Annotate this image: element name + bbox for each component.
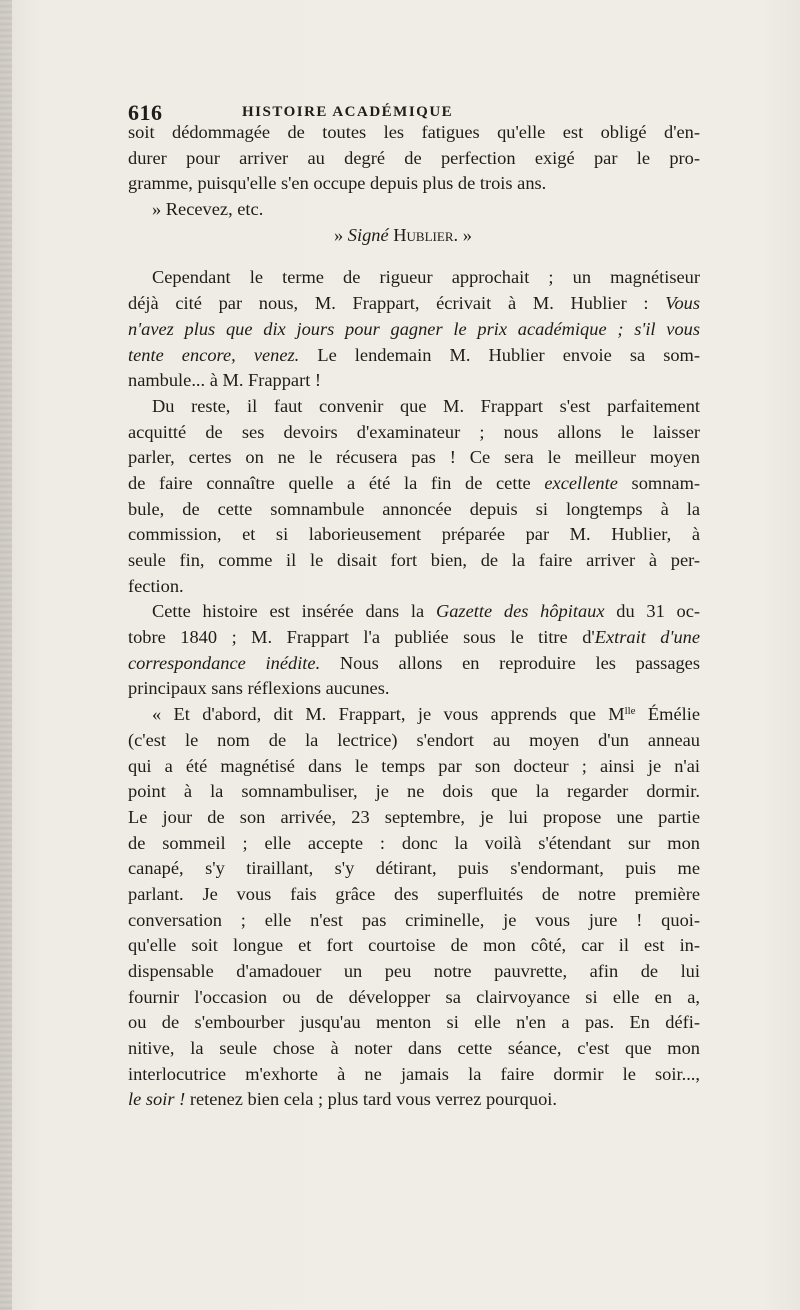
signed-word: Signé xyxy=(347,224,389,245)
text-line: dispensable d'amadouer un peu notre pauvrette, afin de lui xyxy=(128,961,700,981)
text-span: de faire connaître quelle a été la fin de cette xyxy=(128,472,545,493)
quote-mark: » xyxy=(334,224,348,245)
text-span: Nous allons en reproduire les passages xyxy=(320,652,700,673)
text-span: Cette histoire est insérée dans la xyxy=(152,601,436,622)
italic-span: n'avez plus que dix jours pour gagner le prix académique ; s'il vous xyxy=(128,318,700,339)
text-span: Émélie xyxy=(635,704,700,725)
text-line: Le jour de son arrivée, 23 septembre, je lui propose une partie xyxy=(128,806,700,827)
text-line xyxy=(128,291,700,317)
text-span: Le lendemain M. Hublier envoie sa som- xyxy=(299,344,700,365)
text-line: point à la somnambuliser, je ne dois que la regarder dormir. xyxy=(128,781,700,802)
running-head: HISTOIRE ACADÉMIQUE xyxy=(242,104,454,120)
text-line: fection. xyxy=(128,575,184,596)
text-line: fournir l'occasion ou de développer sa clairvoyance si elle en a, xyxy=(128,986,700,1007)
text-line: commission, et si laborieusement préparée par M. Hublier, à xyxy=(128,524,700,545)
italic-span: Gazette des hôpitaux xyxy=(435,601,605,622)
text-line xyxy=(128,1087,700,1113)
text-line: ou de s'embourber jusqu'au menton si elle n'en a pas. En défi- xyxy=(128,1012,700,1033)
text-line: interlocutrice m'exhorte à ne jamais la faire dormir le soir..., xyxy=(128,1063,700,1084)
page-number: 616 xyxy=(128,100,163,125)
text-line: de sommeil ; elle accepte : donc la voilà s'étendant sur mon xyxy=(128,832,700,853)
italic-span: tente encore, venez. xyxy=(128,344,300,365)
text-line: seule fin, comme il le disait fort bien, de la faire arriver à per- xyxy=(128,550,700,570)
text-line: acquitté de ses devoirs d'examinateur ; nous allons le laisser xyxy=(128,421,700,442)
italic-span: Extrait d'une xyxy=(594,627,700,648)
text-line: parlant. Je vous fais grâce des superfluités de notre première xyxy=(128,883,700,904)
text-line xyxy=(128,702,700,728)
text-line: parler, certes on ne le récusera pas ! Ce sera le meilleur moyen xyxy=(128,447,700,468)
text-line: principaux sans réflexions aucunes. xyxy=(128,678,390,699)
text-span: somnam- xyxy=(617,472,700,493)
text-span: « Et d'abord, dit M. Frappart, je vous apprends que M xyxy=(152,704,625,725)
binding-edge xyxy=(0,0,12,1310)
page-text xyxy=(128,120,700,1113)
letter-closing: » Recevez, etc. xyxy=(152,199,264,220)
superscript: lle xyxy=(624,705,636,718)
text-line xyxy=(128,471,700,497)
text-line: soit dédommagée de toutes les fatigues qu'elle est obligé d'en- xyxy=(128,122,700,142)
text-line: durer pour arriver au degré de perfection exigé par le pro- xyxy=(128,147,700,168)
italic-span: correspondance inédite. xyxy=(128,652,321,673)
text-line: (c'est le nom de la lectrice) s'endort au moyen d'un anneau xyxy=(128,729,700,750)
text-line: qu'elle soit longue et fort courtoise de mon côté, car il est in- xyxy=(128,935,700,956)
italic-span: excellente xyxy=(544,472,618,493)
text-span: déjà cité par nous, M. Frappart, écrivait à M. Hublier : xyxy=(128,293,666,314)
text-line: nambule... à M. Frappart ! xyxy=(128,370,322,391)
text-line: qui a été magnétisé dans le temps par son docteur ; ainsi je n'ai xyxy=(128,755,700,776)
text-line xyxy=(128,625,700,651)
text-span: tobre 1840 ; M. Frappart l'a publiée sous le titre d' xyxy=(128,627,595,648)
quote-mark: . » xyxy=(453,224,472,245)
text-line: bule, de cette somnambule annoncée depuis si longtemps à la xyxy=(128,498,700,519)
signature-line xyxy=(128,223,700,249)
text-line: Du reste, il faut convenir que M. Frappart s'est parfaitement xyxy=(152,395,700,416)
text-line: conversation ; elle n'est pas criminelle, je vous jure ! quoi- xyxy=(128,909,700,930)
italic-span: Vous xyxy=(665,293,700,314)
text-line: gramme, puisqu'elle s'en occupe depuis plus de trois ans. xyxy=(128,173,547,194)
text-line: nitive, la seule chose à noter dans cette séance, c'est que mon xyxy=(128,1038,700,1059)
text-line: canapé, s'y tiraillant, s'y détirant, puis s'endormant, puis me xyxy=(128,858,700,879)
italic-span: le soir ! xyxy=(128,1089,186,1110)
text-line xyxy=(128,651,700,677)
text-line xyxy=(128,317,700,343)
signature-name: Hublier xyxy=(393,224,454,245)
text-line: Cependant le terme de rigueur approchait ; un magnétiseur xyxy=(152,267,700,288)
text-span: retenez bien cela ; plus tard vous verrez pourquoi. xyxy=(185,1089,557,1110)
text-line xyxy=(128,343,700,369)
text-line xyxy=(128,599,700,625)
text-span: du 31 oc- xyxy=(604,601,701,622)
paragraph-gap xyxy=(128,248,700,265)
